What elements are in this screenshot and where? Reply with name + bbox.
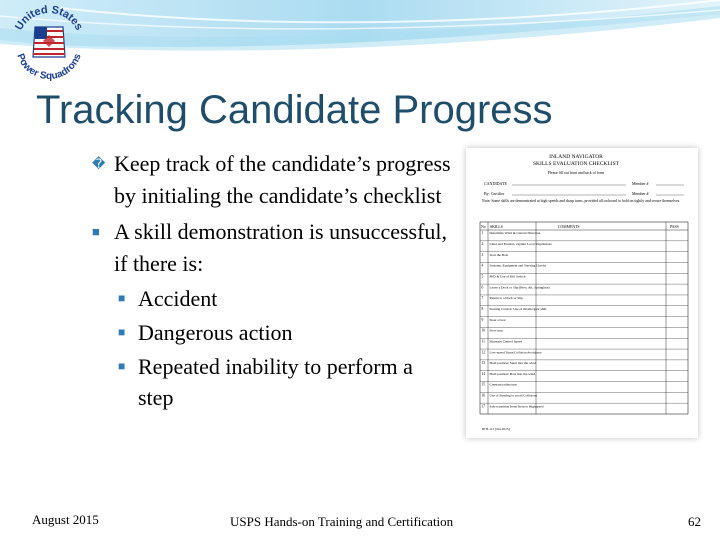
row-skill: Starting Control: Use of throttle/gear shift — [489, 306, 547, 311]
row-skill: Low-speed Turns/Collision Avoidance — [489, 350, 542, 355]
checklist-row — [480, 252, 688, 257]
row-skill: Lines and Fenders, explain Local Regulations — [489, 242, 552, 247]
checklist-row — [480, 284, 688, 290]
square-bullet-icon: ■ — [118, 291, 126, 305]
header-swoosh-decoration — [0, 0, 720, 83]
checklist-note: Please fill out front and back of form — [547, 171, 605, 175]
sub-bullet-text: Accident — [138, 286, 218, 311]
page-number: 62 — [688, 514, 701, 529]
row-number: 3 — [481, 252, 484, 257]
member-label: Member # — [632, 191, 649, 196]
checklist-row — [480, 360, 688, 365]
usps-logo — [8, 2, 90, 84]
row-number: 13 — [481, 361, 486, 366]
checklist-row — [482, 231, 541, 235]
sub-bullet-text: Dangerous action — [138, 320, 293, 345]
row-skill: Constant radius turn — [489, 382, 517, 387]
column-header: No — [481, 225, 486, 229]
row-number: 12 — [481, 350, 486, 355]
bullet-list — [92, 148, 452, 416]
sub-bullet-list — [118, 283, 452, 413]
row-skill: Steer a boat — [489, 317, 506, 322]
sub-bullet-text: Repeated inability to perform a step — [138, 354, 413, 410]
checklist-row — [480, 306, 688, 311]
row-number: 7 — [481, 296, 484, 301]
checklist-row — [480, 241, 688, 247]
svg-text:United States: United States — [13, 3, 86, 33]
row-skill: Hold position: Stern into the wind — [489, 361, 536, 366]
row-number: 9 — [481, 317, 484, 322]
row-skill: Systems, Equipment and Steering Checks — [489, 263, 547, 268]
square-bullet-icon: ■ — [92, 224, 100, 239]
checklist-row — [480, 295, 688, 300]
row-skill: Hold position: Bow into the wind — [489, 371, 535, 376]
row-skill: Use of Steering to avoid Collisions — [489, 393, 538, 398]
square-bullet-icon: ■ — [118, 325, 126, 339]
row-skill: Safe transition from Stern to Highspeed — [489, 404, 544, 409]
row-skill: Stow turn — [489, 328, 503, 333]
column-header: PASS — [670, 225, 679, 229]
row-number: 17 — [481, 404, 486, 409]
bullet-marker: � — [92, 156, 106, 171]
row-skill: Determine Wind & Current Direction — [489, 231, 541, 236]
square-bullet-icon: ■ — [118, 359, 126, 373]
checklist-row — [480, 327, 688, 332]
row-number: 15 — [481, 382, 486, 387]
row-number: 2 — [481, 242, 484, 247]
evaluator-label: By: Certifier — [484, 191, 505, 196]
sub-bullet-item — [118, 351, 452, 413]
checklist-row — [480, 273, 688, 278]
column-header: COMMENTS — [558, 225, 580, 229]
row-number: 10 — [481, 328, 486, 333]
checklist-row — [480, 403, 688, 408]
bullet-text: Keep track of the candidate’s progress by initialing the candidate’s checklist — [114, 151, 451, 208]
checklist-instructions: Note: Some skills are demonstrated at high speeds and sharp turns, provided all on board to hold on tightly and secure themselves. — [482, 199, 681, 203]
row-skill: Start the Boat — [489, 252, 509, 257]
svg-text:Power Squadrons: Power Squadrons — [14, 52, 84, 83]
checklist-heading: INLAND NAVIGATOR — [549, 154, 603, 160]
footer-title: USPS Hands-on Training and Certification — [230, 514, 454, 529]
checklist-row — [480, 262, 688, 268]
checklist-row — [480, 338, 688, 343]
sub-bullet-item — [118, 317, 452, 348]
candidate-label: CANDIDATE — [484, 181, 507, 186]
sub-bullet-item — [118, 283, 452, 314]
checklist-image — [466, 148, 698, 438]
row-number: 16 — [481, 393, 486, 398]
checklist-form — [466, 148, 698, 438]
row-number: 4 — [481, 263, 484, 268]
checklist-row — [480, 382, 688, 387]
bullet-item — [92, 216, 452, 280]
footer-date: August 2015 — [32, 512, 99, 527]
checklist-row — [480, 371, 688, 376]
row-skill: Leave a Dock or Slip (Bow, Aft, Springline) — [489, 285, 550, 290]
row-number: 1 — [481, 231, 484, 236]
column-header: SKILLS — [490, 225, 503, 229]
row-number: 6 — [481, 285, 484, 290]
checklist-row — [480, 349, 688, 354]
row-number: 14 — [481, 371, 486, 376]
slide-title: Tracking Candidate Progress — [36, 88, 553, 132]
row-skill: Return to a Dock or Slip — [489, 296, 523, 301]
row-number: 8 — [481, 306, 484, 311]
row-number: 11 — [481, 339, 485, 344]
bullet-item — [92, 148, 452, 212]
checklist-row — [480, 392, 688, 397]
member-label: Member # — [632, 181, 649, 186]
checklist-heading: SKILLS EVALUATION CHECKLIST — [532, 161, 620, 167]
bullet-text: A skill demonstration is unsuccessful, if there is: — [114, 219, 448, 276]
checklist-row — [480, 317, 688, 322]
form-id: IPTL-01 (Jan 2015) — [482, 427, 510, 431]
row-skill: PFD & Use of Kill Switch — [489, 274, 526, 279]
row-number: 5 — [481, 274, 484, 279]
row-skill: Maintain Control Speed — [489, 339, 523, 344]
